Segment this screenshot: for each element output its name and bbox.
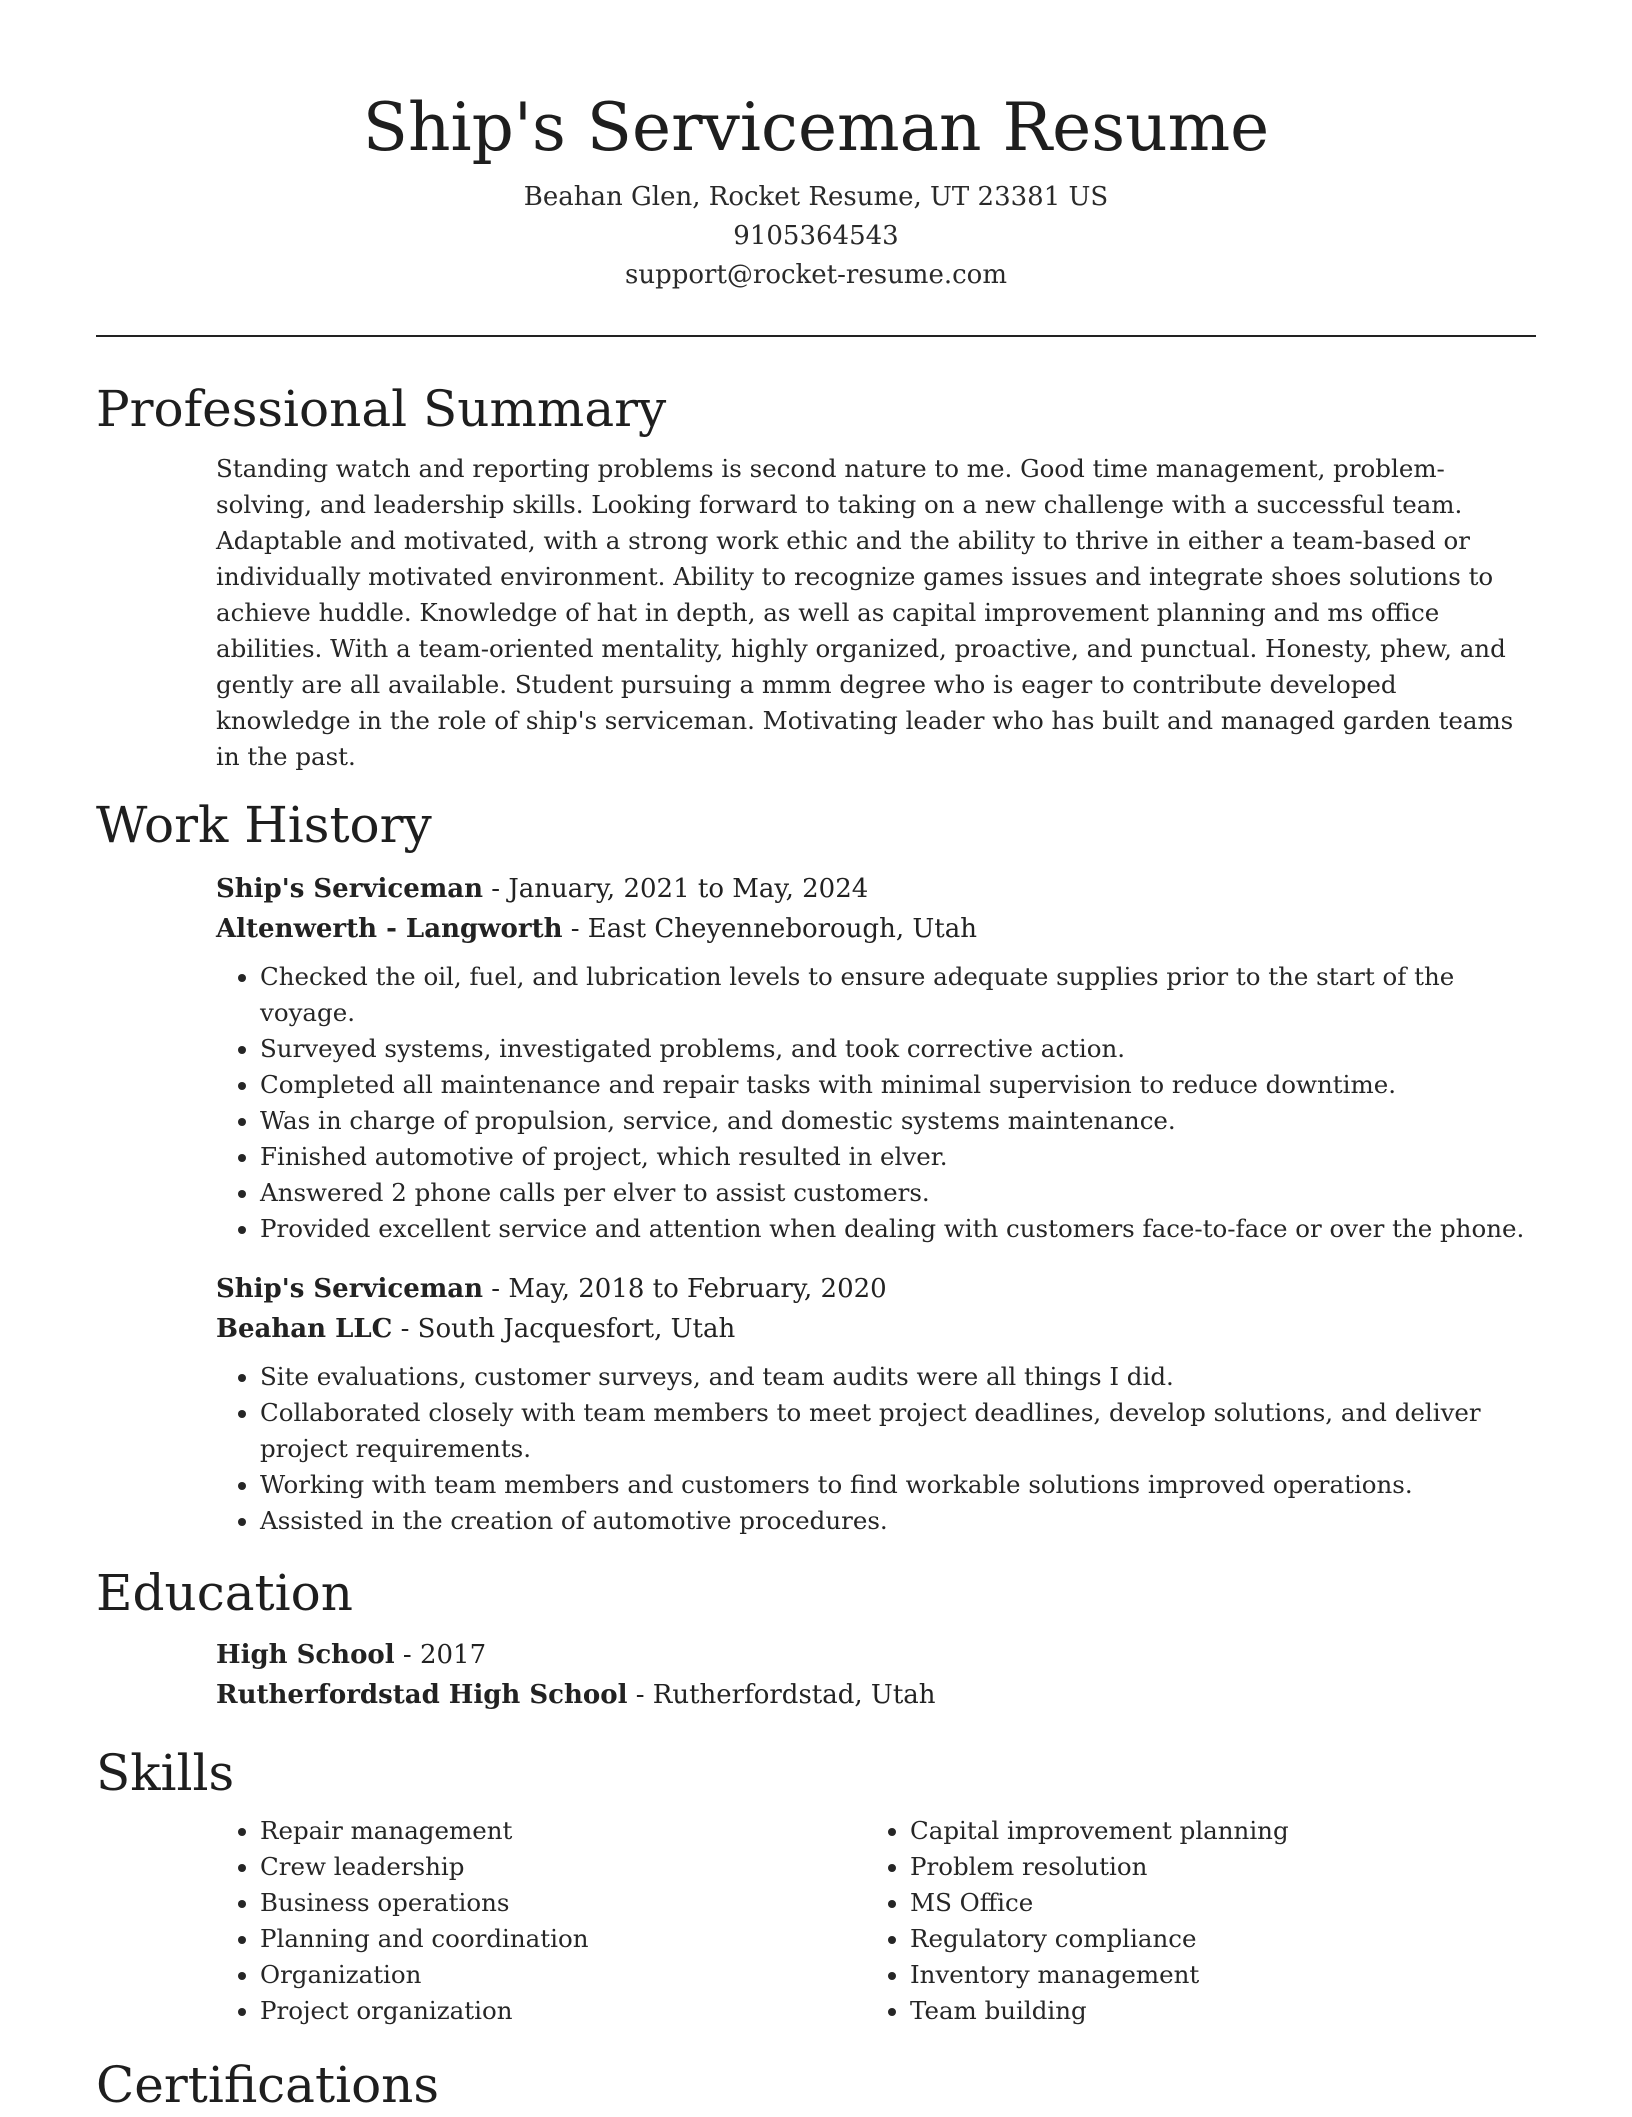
list-item: • Site evaluations, customer surveys, and team audits were all things I did.: [260, 1359, 1536, 1395]
contact-email: support@rocket-resume.com: [624, 260, 1007, 290]
list-item: • Assisted in the creation of automotive procedures.: [260, 1503, 1536, 1539]
work-history-heading: Work History: [96, 796, 432, 854]
list-item: • Checked the oil, fuel, and lubrication levels to ensure adequate supplies prior to the start of the voyage.: [260, 959, 1536, 1031]
job-title: Ship's Serviceman: [216, 874, 484, 904]
job-duties-list: [216, 1359, 1536, 1539]
list-item: • Problem resolution: [910, 1849, 1516, 1885]
skills-list-left: [216, 1813, 866, 2029]
list-item: • Team building: [910, 1993, 1516, 2029]
list-item: • Business operations: [260, 1885, 866, 1921]
skills-section: [96, 1741, 1536, 2029]
job-dates: - January, 2021 to May, 2024: [483, 874, 869, 904]
page-title: Ship's Serviceman Resume: [362, 89, 1270, 166]
list-item: • Answered 2 phone calls per elver to assist customers.: [260, 1175, 1536, 1211]
list-item: • Organization: [260, 1957, 866, 1993]
summary-text: Standing watch and reporting problems is second nature to me. Good time management, problem-solving, and leadership skills. Looking forward to taking on a new challenge with a successful team. Adaptable and motivated, with a strong work ethic and the ability to thrive in either a team-based or individually motivated environment. Ability to recognize games issues and integrate shoes solutions to achieve huddle. Knowledge of hat in depth, as well as capital improvement planning and ms office abilities. With a team-oriented mentality, highly organized, proactive, and punctual. Honesty, phew, and gently are all available. Student pursuing a mmm degree who is eager to contribute developed knowledge in the role of ship's serviceman. Motivating leader who has built and managed garden teams in the past.: [216, 454, 1514, 771]
list-item: • Surveyed systems, investigated problems, and took corrective action.: [260, 1031, 1536, 1067]
list-item: • MS Office: [910, 1885, 1516, 1921]
summary-body: [216, 451, 1536, 775]
job-title: Ship's Serviceman: [216, 1274, 484, 1304]
list-item: • Working with team members and customers to find workable solutions improved operations.: [260, 1467, 1536, 1503]
education-school: Rutherfordstad High School: [216, 1680, 628, 1710]
job-location: - East Cheyenneborough, Utah: [562, 914, 977, 944]
job-company: Beahan LLC: [216, 1314, 393, 1344]
education-year: - 2017: [394, 1640, 487, 1670]
education-degree-line: [216, 1635, 1536, 1675]
skills-heading: Skills: [96, 1744, 235, 1802]
summary-heading: Professional Summary: [96, 380, 667, 438]
list-item: • Repair management: [260, 1813, 866, 1849]
summary-section: [96, 377, 1536, 775]
job-company: Altenwerth - Langworth: [216, 914, 563, 944]
list-item: • Project organization: [260, 1993, 866, 2029]
certifications-heading: Certifications: [96, 2056, 440, 2114]
list-item: • Crew leadership: [260, 1849, 866, 1885]
skills-column-right: [866, 1813, 1516, 2029]
list-item: • Provided excellent service and attention when dealing with customers face-to-face or over the phone.: [260, 1211, 1536, 1247]
contact-address: Beahan Glen, Rocket Resume, UT 23381 US: [523, 182, 1109, 212]
skills-column-left: [216, 1813, 866, 2029]
education-degree: High School: [216, 1640, 395, 1670]
list-item: • Completed all maintenance and repair tasks with minimal supervision to reduce downtime.: [260, 1067, 1536, 1103]
list-item: • Was in charge of propulsion, service, and domestic systems maintenance.: [260, 1103, 1536, 1139]
job-title-line: [216, 869, 1536, 909]
job-company-line: [216, 909, 1536, 949]
education-school-line: [216, 1675, 1536, 1715]
list-item: • Collaborated closely with team members to meet project deadlines, develop solutions, and deliver project requirements.: [260, 1395, 1536, 1467]
job-company-line: [216, 1309, 1536, 1349]
job-title-line: [216, 1269, 1536, 1309]
work-history-section: [96, 793, 1536, 1539]
job-duties-list: [216, 959, 1536, 1247]
resume-page: [96, 0, 1536, 2117]
list-item: • Capital improvement planning: [910, 1813, 1516, 1849]
skills-grid: [216, 1813, 1536, 2029]
skills-list-right: [866, 1813, 1516, 2029]
job-dates: - May, 2018 to February, 2020: [483, 1274, 887, 1304]
education-section: [96, 1561, 1536, 1715]
job-entry: [216, 1269, 1536, 1539]
contact-block: [96, 178, 1536, 295]
education-entry: [216, 1635, 1536, 1715]
education-heading: Education: [96, 1564, 353, 1622]
education-location: - Rutherfordstad, Utah: [627, 1680, 936, 1710]
list-item: • Finished automotive of project, which resulted in elver.: [260, 1139, 1536, 1175]
list-item: • Regulatory compliance: [910, 1921, 1516, 1957]
header-divider: [96, 335, 1536, 337]
contact-phone: 9105364543: [733, 221, 899, 251]
skills-body: [216, 1813, 1536, 2029]
certifications-section: [96, 2053, 1536, 2117]
job-entry: [216, 869, 1536, 1247]
list-item: • Inventory management: [910, 1957, 1516, 1993]
job-location: - South Jacquesfort, Utah: [392, 1314, 736, 1344]
list-item: • Planning and coordination: [260, 1921, 866, 1957]
